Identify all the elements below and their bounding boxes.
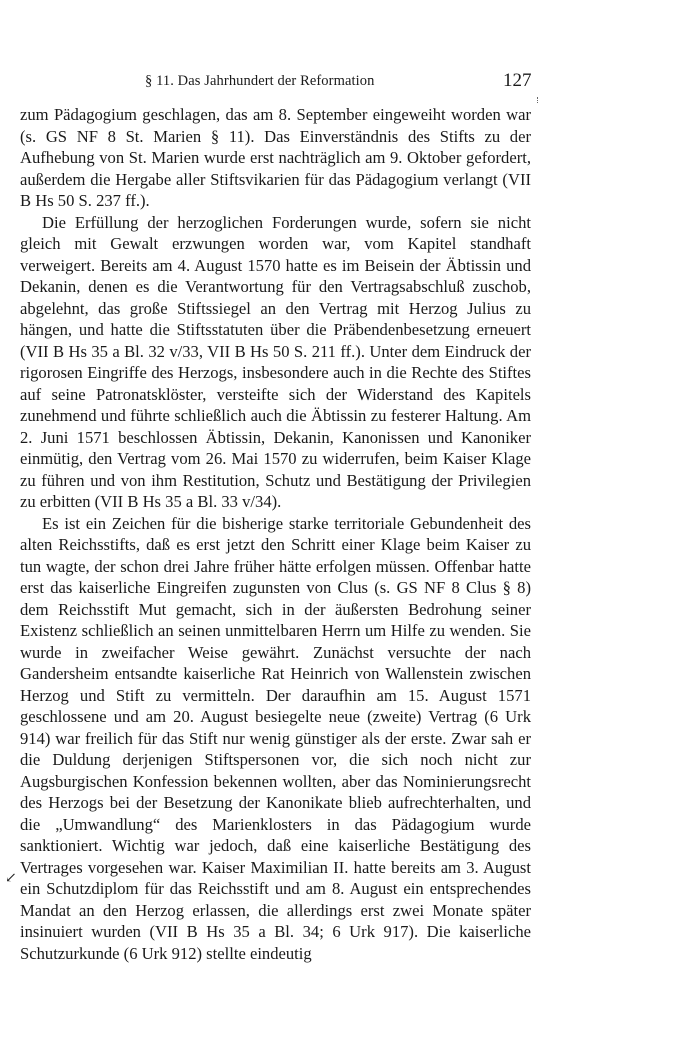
running-title: § 11. Das Jahrhundert der Reformation [145, 73, 375, 89]
body-text [20, 104, 531, 964]
paragraph: zum Pädagogium geschlagen, das am 8. September eingeweiht worden war (s. GS NF 8 St. Marien § 11). Das Einverständnis des Stifts zu der Aufhebung von St. Marien wurde erst nachträglich am 9. Oktober gefordert, außerdem die Hergabe aller Stiftsvikarien für das Pädagogium verlangt (VII B Hs 50 S. 237 ff.). [20, 105, 531, 210]
running-head [0, 70, 700, 94]
margin-arrow-mark: ↙ [5, 871, 17, 886]
page-number: 127 [503, 70, 532, 91]
margin-tick-mark [537, 97, 539, 103]
paragraph: Die Erfüllung der herzoglichen Forderungen wurde, sofern sie nicht gleich mit Gewalt erzwungen worden war, vom Kapitel standhaft verweigert. Bereits am 4. August 1570 hatte es im Beisein der Äbtissin und Dekanin, denen es die Verantwortung für den Vertragsabschluß zuschob, abgelehnt, das große Stiftssiegel an den Vertrag mit Herzog Julius zu hängen, und hatte die Stiftsstatuten über die Präbendenbesetzung erneuert (VII B Hs 35 a Bl. 32 v/33, VII B Hs 50 S. 211 ff.). Unter dem Eindruck der rigorosen Eingriffe des Herzogs, insbesondere auch in die Rechte des Stiftes auf seine Patronatsklöster, versteifte sich der Widerstand des Kapitels zunehmend und führte schließlich auch die Äbtissin zu festerer Haltung. Am 2. Juni 1571 beschlossen Äbtissin, Dekanin, Kanonissen und Kanoniker einmütig, den Vertrag vom 26. Mai 1570 zu widerrufen, beim Kaiser Klage zu führen und von ihm Restitution, Schutz und Bestätigung der Privilegien zu erbitten (VII B Hs 35 a Bl. 33 v/34). [20, 212, 531, 511]
paragraph: Es ist ein Zeichen für die bisherige starke territoriale Gebundenheit des alten Reichsstifts, daß es erst jetzt den Schritt einer Klage beim Kaiser zu tun wagte, der schon drei Jahre früher hätte erfolgen müssen. Offenbar hatte erst das kaiserliche Eingreifen zugunsten von Clus (s. GS NF 8 Clus § 8) dem Reichsstift Mut gemacht, sich in der äußersten Bedrohung seiner Existenz schließlich an seinen unmittelbaren Herrn um Hilfe zu wenden. Sie wurde in zweifacher Weise gewährt. Zunächst versuchte der nach Gandersheim entsandte kaiserliche Rat Heinrich von Wallenstein zwischen Herzog und Stift zu vermitteln. Der daraufhin am 15. August 1571 geschlossene und am 20. August besiegelte neue (zweite) Vertrag (6 Urk 914) war freilich für das Stift nur wenig günstiger als der erste. Zwar sah er die Duldung derjenigen Stiftspersonen vor, die sich noch nicht zur Augsburgischen Konfession bekennen wollten, aber das Nominierungsrecht des Herzogs bei der Besetzung der Kanonikate blieb aufrechterhalten, und die „Umwandlung“ des Marienklosters in das Pädagogium wurde sanktioniert. Wichtig war jedoch, daß eine kaiserliche Bestätigung des Vertrages vorgesehen war. Kaiser Maximilian II. hatte bereits am 3. August ein Schutzdiplom für das Reichsstift und am 8. August ein entsprechendes Mandat an den Herzog erlassen, die allerdings erst zwei Monate später insinuiert wurden (VII B Hs 35 a Bl. 34; 6 Urk 917). Die kaiserliche Schutzurkunde (6 Urk 912) stellte eindeutig [20, 513, 531, 963]
